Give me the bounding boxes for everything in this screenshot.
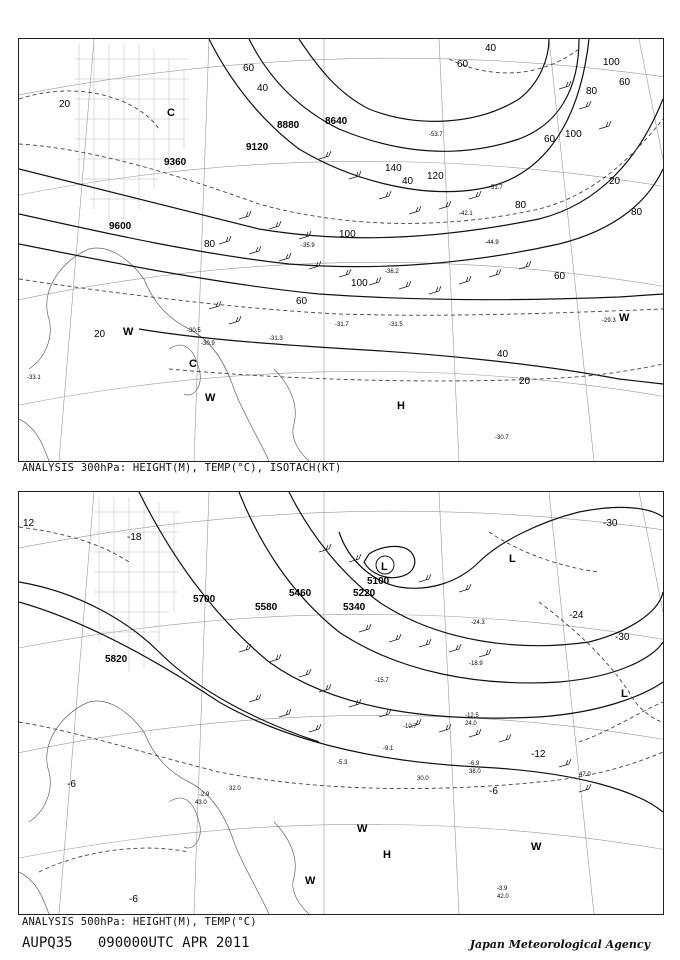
station-label: 38.0: [469, 769, 481, 775]
wind-barb: [369, 277, 381, 285]
temperature-label: -31.7: [335, 322, 349, 328]
wind-barb: [599, 121, 611, 129]
isotach-label: 40: [257, 83, 269, 94]
pressure-systems: [123, 107, 630, 412]
isotherms: [19, 527, 663, 872]
isotherm-label: -30: [615, 632, 630, 643]
isotach-label: 20: [59, 99, 71, 110]
wind-barb: [459, 584, 471, 592]
warm-symbol: W: [357, 823, 368, 835]
chart-500hpa: [18, 491, 664, 915]
wind-barb: [399, 281, 411, 289]
station-label: -5.3: [337, 760, 348, 766]
station-label: 42.0: [497, 894, 509, 900]
height-label: 5340: [343, 602, 366, 613]
height-label: 9120: [246, 142, 269, 153]
wind-barb: [419, 574, 431, 582]
temperature-label: -53.7: [429, 132, 443, 138]
isotach-label: 20: [609, 176, 621, 187]
height-label: 5100: [367, 576, 390, 587]
isotach-label: 80: [204, 239, 216, 250]
wind-barb: [479, 649, 491, 657]
wind-barb: [439, 724, 451, 732]
isotherm-label: -24: [569, 610, 584, 621]
low-symbol: L: [621, 688, 628, 700]
caption-300hpa: ANALYSIS 300hPa: HEIGHT(M), TEMP(°C), ISOTACH(KT): [22, 462, 342, 474]
isotach-label: 80: [515, 200, 527, 211]
wind-barb: [449, 644, 461, 652]
temperature-label: -29.3: [602, 318, 616, 324]
isotach-label: 100: [351, 278, 368, 289]
station-labels: [195, 620, 591, 900]
station-label: -15.7: [375, 678, 389, 684]
isotach-label: 60: [544, 134, 556, 145]
height-label: 8880: [277, 120, 300, 131]
wind-barb: [559, 81, 571, 89]
isotach-label: 60: [296, 296, 308, 307]
wind-barb: [379, 191, 391, 199]
temperature-label: -30.5: [187, 328, 201, 334]
warm-symbol: W: [123, 326, 134, 338]
isotach-label: 140: [385, 163, 402, 174]
height-label: 5460: [289, 588, 312, 599]
isotach-label: 40: [485, 43, 497, 54]
temperature-label: -36.2: [385, 269, 399, 275]
station-label: -12.5: [465, 713, 479, 719]
isotherm-label: -18: [127, 532, 142, 543]
height-label: 9600: [109, 221, 132, 232]
temperature-label: -33.1: [27, 375, 41, 381]
product-id: AUPQ35: [22, 935, 73, 951]
isotach-label: 40: [497, 349, 509, 360]
temperature-label: -31.5: [389, 322, 403, 328]
chart-300hpa: [18, 38, 664, 462]
station-label: -18.9: [469, 661, 483, 667]
wind-barb: [219, 236, 231, 244]
warm-symbol: W: [305, 875, 316, 887]
low-symbol: L: [381, 561, 388, 573]
high-symbol: H: [383, 849, 391, 861]
height-contours: [19, 39, 663, 384]
height-label: 5220: [353, 588, 376, 599]
graticule: [19, 39, 663, 461]
temperature-label: -44.9: [485, 240, 499, 246]
isotach-label: 100: [603, 57, 620, 68]
chart-300hpa-canvas: [19, 39, 663, 461]
wind-barb: [319, 151, 331, 159]
station-label: -10.7: [403, 724, 417, 730]
coastline: [19, 701, 309, 914]
station-label: -3.9: [497, 886, 508, 892]
isotach-label: 120: [427, 171, 444, 182]
wind-barb: [379, 709, 391, 717]
isotach-label: 40: [402, 176, 414, 187]
wind-barb: [489, 269, 501, 277]
wind-barb: [279, 253, 291, 261]
hatch-area: [94, 497, 179, 672]
temperature-label: -42.1: [459, 211, 473, 217]
wind-barb: [339, 269, 351, 277]
wind-barb: [469, 191, 481, 199]
station-label: 30.0: [417, 776, 429, 782]
wind-barb: [389, 634, 401, 642]
isotach-label: 80: [586, 86, 598, 97]
isotach-label: 100: [339, 229, 356, 240]
isotach-label: 20: [519, 376, 531, 387]
wind-barb: [469, 729, 481, 737]
wind-barb: [429, 286, 441, 294]
isotherm-label: 12: [23, 518, 35, 529]
station-label: -9.1: [383, 746, 394, 752]
station-label: -6.9: [469, 761, 480, 767]
isotach-label: 60: [243, 63, 255, 74]
isotherm-label: -6: [129, 894, 138, 905]
wind-barb: [269, 221, 281, 229]
agency-credit: Japan Meteorological Agency: [469, 938, 650, 951]
wind-barb: [249, 694, 261, 702]
isotach-label: 80: [631, 207, 643, 218]
graticule: [19, 492, 663, 914]
cold-symbol: C: [189, 358, 197, 370]
product-header: [22, 935, 250, 951]
temperature-label: -51.7: [489, 185, 503, 191]
isotach-label: 100: [565, 129, 582, 140]
wind-barb: [359, 624, 371, 632]
cold-symbol: C: [167, 107, 175, 119]
wind-barb: [269, 654, 281, 662]
isotherm-label: -30: [603, 518, 618, 529]
wind-barb: [319, 684, 331, 692]
chart-500hpa-canvas: [19, 492, 663, 914]
wind-barb: [579, 101, 591, 109]
wind-barb: [519, 261, 531, 269]
wind-barbs: [209, 81, 611, 324]
height-labels: [105, 576, 390, 665]
isotherm-label: -12: [531, 749, 546, 760]
wind-barb: [249, 246, 261, 254]
wind-barb: [209, 301, 221, 309]
wind-barb: [279, 709, 291, 717]
caption-500hpa: ANALYSIS 500hPa: HEIGHT(M), TEMP(°C): [22, 916, 257, 928]
height-label: 5700: [193, 594, 216, 605]
wind-barb: [499, 734, 511, 742]
warm-symbol: W: [531, 841, 542, 853]
temperature-label: -30.7: [495, 435, 509, 441]
wind-barb: [439, 201, 451, 209]
isotach-label: 20: [94, 329, 106, 340]
height-label: 5820: [105, 654, 128, 665]
isotach-label: 60: [457, 59, 469, 70]
wind-barb: [459, 276, 471, 284]
high-symbol: H: [397, 400, 405, 412]
wind-barb: [559, 759, 571, 767]
station-label: -2.9: [199, 792, 210, 798]
temperature-labels: [27, 132, 616, 441]
station-label: 24.0: [465, 721, 477, 727]
wind-barb: [229, 316, 241, 324]
height-labels: [109, 116, 348, 232]
station-label: 47.0: [579, 772, 591, 778]
isotherm-label: -6: [489, 786, 498, 797]
warm-symbol: W: [205, 392, 216, 404]
temperature-label: -35.9: [301, 243, 315, 249]
temperature-label: -31.3: [269, 336, 283, 342]
wind-barb: [239, 211, 251, 219]
wind-barb: [419, 639, 431, 647]
height-label: 8640: [325, 116, 348, 127]
coastline: [19, 248, 309, 461]
height-label: 5580: [255, 602, 278, 613]
warm-symbol: W: [619, 312, 630, 324]
wind-barb: [299, 669, 311, 677]
wind-barb: [309, 724, 321, 732]
wind-barb: [409, 206, 421, 214]
temperature-label: -30.9: [201, 341, 215, 347]
station-label: 43.0: [195, 800, 207, 806]
height-label: 9360: [164, 157, 187, 168]
low-symbol: L: [509, 553, 516, 565]
isotach-label: 60: [554, 271, 566, 282]
valid-time: 090000UTC APR 2011: [97, 935, 250, 951]
station-label: 32.0: [229, 786, 241, 792]
station-label: -24.3: [471, 620, 485, 626]
isotach-label: 60: [619, 77, 631, 88]
wind-barb: [319, 544, 331, 552]
isotherm-label: -6: [67, 779, 76, 790]
